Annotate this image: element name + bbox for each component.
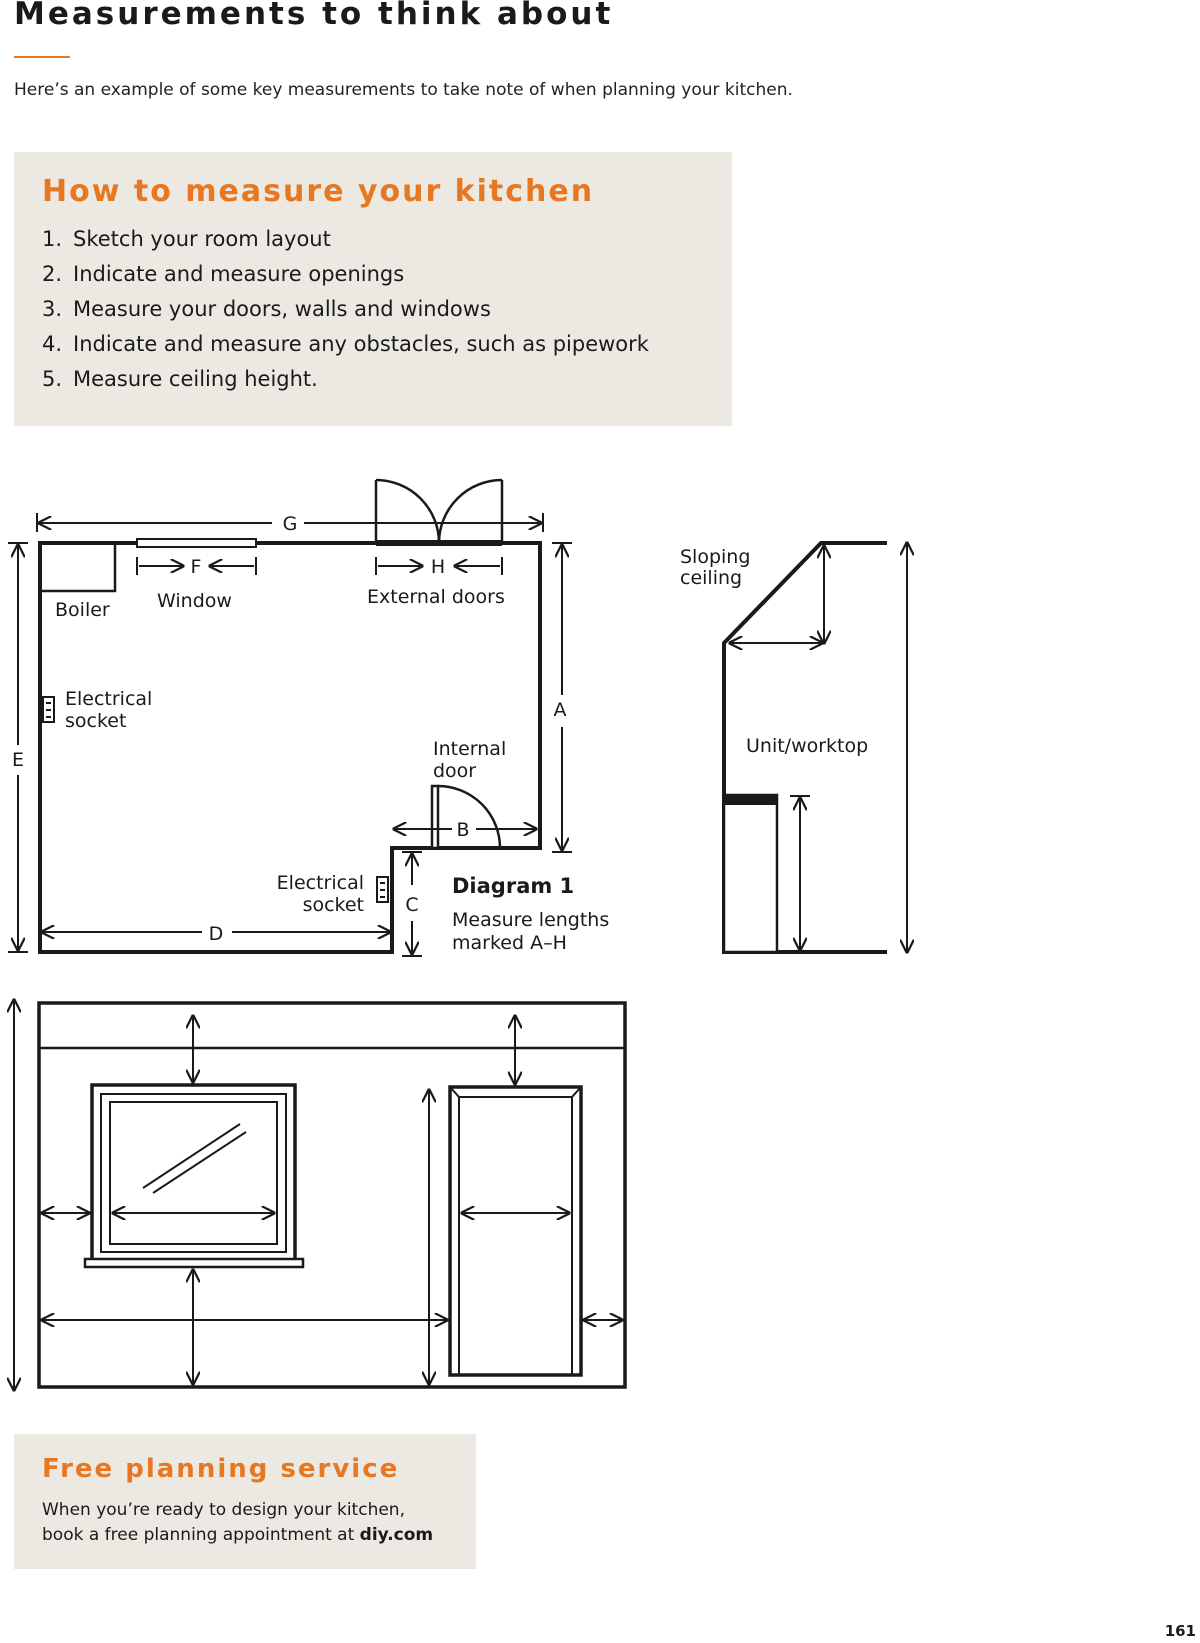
electrical-socket-label: socket bbox=[302, 894, 364, 916]
external-doors-label: External doors bbox=[367, 586, 505, 608]
step-text: Measure your doors, walls and windows bbox=[73, 297, 491, 321]
planning-title: Free planning service bbox=[42, 1454, 400, 1484]
door-elevation-shape bbox=[450, 1087, 581, 1375]
dimension-label-e: E bbox=[11, 749, 25, 771]
intro-text: Here’s an example of some key measurements to take note of when planning your kitchen. bbox=[14, 80, 793, 100]
list-item bbox=[42, 292, 649, 327]
step-number: 5. bbox=[42, 367, 63, 391]
window-shape bbox=[137, 539, 256, 547]
dimension-label-c: C bbox=[405, 894, 419, 916]
dimension-label-g: G bbox=[282, 513, 298, 535]
diy-link[interactable]: diy.com bbox=[359, 1525, 434, 1545]
list-item bbox=[42, 257, 649, 292]
step-text: Measure ceiling height. bbox=[73, 367, 318, 391]
step-number: 1. bbox=[42, 227, 63, 251]
wall-outline bbox=[39, 1003, 625, 1387]
planning-line-prefix: book a free planning appointment at bbox=[42, 1525, 360, 1545]
electrical-socket-icon bbox=[377, 877, 388, 902]
dimension-label-a: A bbox=[553, 699, 567, 721]
page-title: Measurements to think about bbox=[14, 0, 614, 32]
dimension-label-d: D bbox=[208, 923, 224, 945]
planning-line bbox=[42, 1523, 433, 1548]
step-number: 2. bbox=[42, 262, 63, 286]
list-item bbox=[42, 362, 649, 397]
free-planning-panel bbox=[14, 1434, 476, 1569]
electrical-socket-label: socket bbox=[65, 710, 127, 732]
diagram-caption: marked A–H bbox=[452, 932, 567, 954]
window-label: Window bbox=[157, 590, 232, 612]
internal-door-label: Internal bbox=[433, 738, 507, 760]
dimension-label-f: F bbox=[190, 556, 202, 578]
internal-door-label: door bbox=[433, 760, 477, 782]
page-number: 161 bbox=[1164, 1622, 1196, 1640]
diagram-title: Diagram 1 bbox=[452, 874, 575, 898]
external-doors-shape bbox=[376, 480, 502, 543]
boiler-label: Boiler bbox=[55, 599, 110, 621]
electrical-socket-icon bbox=[43, 697, 54, 722]
list-item bbox=[42, 327, 649, 362]
step-text: Sketch your room layout bbox=[73, 227, 331, 251]
planning-line: When you’re ready to design your kitchen, bbox=[42, 1500, 405, 1520]
planning-text bbox=[42, 1498, 433, 1548]
electrical-socket-label: Electrical bbox=[276, 872, 364, 894]
step-text: Indicate and measure any obstacles, such as pipework bbox=[73, 332, 649, 356]
worktop-top bbox=[724, 795, 777, 805]
electrical-socket-label: Electrical bbox=[65, 688, 153, 710]
boiler-shape bbox=[40, 543, 115, 591]
how-to-title: How to measure your kitchen bbox=[42, 174, 595, 209]
how-to-measure-panel bbox=[14, 152, 732, 426]
wall-elevation bbox=[14, 1000, 625, 1390]
diagram-caption: Measure lengths bbox=[452, 909, 610, 931]
list-item bbox=[42, 222, 649, 257]
dimension-label-h: H bbox=[430, 556, 446, 578]
measurement-diagrams bbox=[0, 460, 1200, 1400]
steps-list bbox=[42, 222, 649, 397]
unit-worktop-label: Unit/worktop bbox=[746, 735, 869, 757]
unit-worktop-shape bbox=[724, 795, 777, 952]
title-accent-rule bbox=[14, 56, 70, 58]
step-text: Indicate and measure openings bbox=[73, 262, 405, 286]
dimension-label-b: B bbox=[456, 819, 470, 841]
step-number: 4. bbox=[42, 332, 63, 356]
step-number: 3. bbox=[42, 297, 63, 321]
sloping-ceiling-label: ceiling bbox=[680, 567, 743, 589]
sloping-ceiling-label: Sloping bbox=[680, 546, 751, 568]
window-elevation-shape bbox=[85, 1085, 303, 1267]
